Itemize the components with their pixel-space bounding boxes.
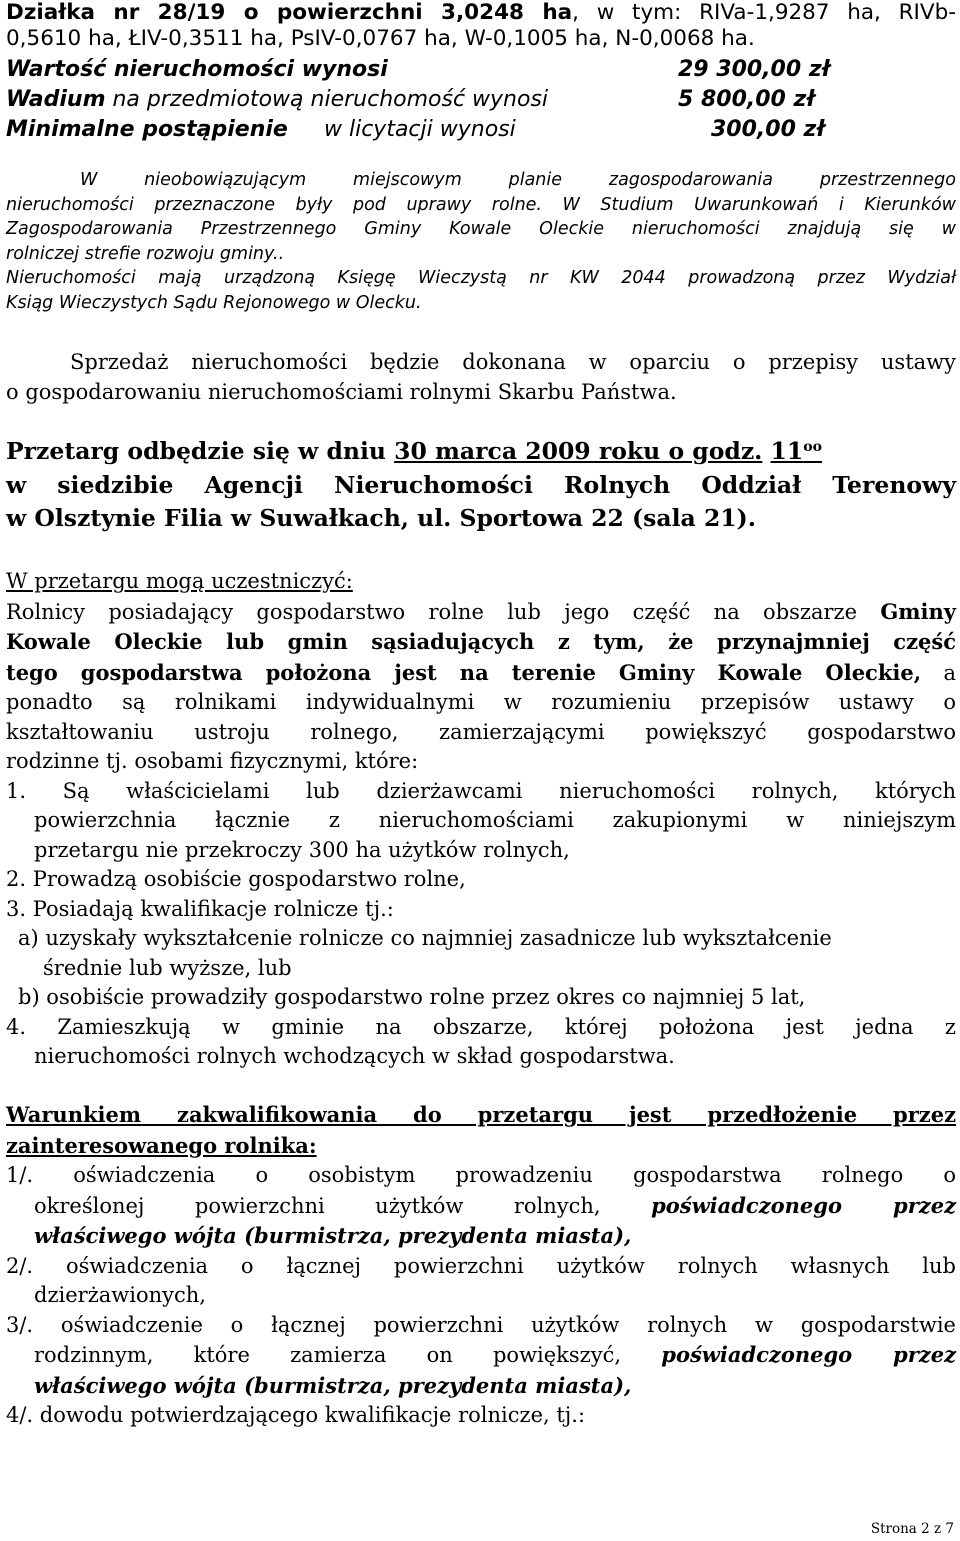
condition-item: 4. Zamieszkują w gminie na obszarze, której położona jest jedna z <box>6 1014 956 1039</box>
min-step-label <box>6 116 288 143</box>
participants-heading-text: W przetargu mogą uczestniczyć: <box>6 569 353 593</box>
parcel-land-classes-b: 0,5610 ha, ŁIV-0,3511 ha, PsIV-0,0767 ha, W-0,1005 ha, N-0,0068 ha. <box>6 26 755 51</box>
zoning-note-line: W nieobowiązującym miejscowym planie zagospodarowania przestrzennego <box>80 170 956 190</box>
participants-line-text: a <box>921 660 956 685</box>
page-number: Strona 2 z 7 <box>870 1521 954 1537</box>
requirement-item: 4/. dowodu potwierdzającego kwalifikacje rolnicze, tj.: <box>6 1403 586 1427</box>
participants-line <box>6 658 956 689</box>
sale-statement-line: o gospodarowaniu nieruchomościami rolnymi Skarbu Państwa. <box>6 380 677 404</box>
participants-line: rodzinne tj. osobami fizycznymi, które: <box>6 749 419 773</box>
parcel-line-2 <box>6 26 956 52</box>
wadium-label-bold: Wadium <box>6 87 106 112</box>
zoning-note-line: nieruchomości przeznaczone były pod uprawy rolne. W Studium Uwarunkowań i Kierunków <box>6 194 956 215</box>
parcel-title: Działka nr 28/19 o powierzchni 3,0248 ha <box>6 0 573 25</box>
participants-line-bold: Kowale Oleckie lub gmin sąsiadujących z tym, że przynajmniej część <box>6 629 956 654</box>
condition-subitem-continuation: średnie lub wyższe, lub <box>43 955 292 980</box>
auction-location-line: w Olsztynie Filia w Suwałkach, ul. Sportowa 22 (sala 21). <box>6 504 756 532</box>
auction-hour <box>771 437 823 465</box>
participants-line <box>6 597 956 628</box>
condition-subitem: b) osobiście prowadziły gospodarstwo rolne przez okres co najmniej 5 lat, <box>18 985 806 1009</box>
condition-subitem: a) uzyskały wykształcenie rolnicze co najmniej zasadnicze lub wykształcenie <box>18 926 832 950</box>
requirement-item-continuation <box>6 1371 956 1402</box>
auction-hour-text: 11 <box>770 437 804 465</box>
requirement-text: określonej powierzchni użytków rolnych, <box>34 1193 601 1218</box>
wadium-amount: 5 800,00 zł <box>678 87 815 112</box>
property-value-amount: 29 300,00 zł <box>678 57 830 82</box>
participants-line: kształtowaniu ustroju rolnego, zamierzającymi powiększyć gospodarstwo <box>6 719 956 744</box>
participants-heading <box>6 567 956 597</box>
participants-line-bold: Gminy <box>880 598 956 624</box>
sale-statement-line: Sprzedaż nieruchomości będzie dokonana w oparciu o przepisy ustawy <box>70 350 956 374</box>
zoning-note <box>6 168 956 315</box>
property-value-label <box>6 56 388 83</box>
zoning-note-line: Zagospodarowania Przestrzennego Gminy Kowale Oleckie nieruchomości znajdują się w <box>6 219 956 239</box>
land-register-line: Nieruchomości mają urządzoną Księgę Wieczystą nr KW 2044 prowadzoną przez Wydział <box>6 268 956 288</box>
condition-item-continuation: przetargu nie przekroczy 300 ha użytków rolnych, <box>34 837 570 862</box>
condition-item: 2. Prowadzą osobiście gospodarstwo rolne, <box>6 867 466 891</box>
wadium-label-rest: na przedmiotową nieruchomość wynosi <box>105 87 549 112</box>
participants-line <box>6 627 956 658</box>
auction-date-line <box>6 435 956 469</box>
min-step-amount: 300,00 zł <box>711 117 825 142</box>
sale-statement <box>6 347 956 407</box>
parcel-line-1 <box>6 0 956 26</box>
condition-item-continuation: nieruchomości rolnych wchodzących w skład gospodarstwa. <box>34 1044 675 1068</box>
min-step-label-rest: w licytacji wynosi <box>324 117 516 142</box>
requirement-emphasis: poświadczonego przez <box>651 1192 957 1218</box>
min-step-label-bold: Minimalne postąpienie <box>6 117 288 142</box>
qualification-section <box>6 1100 956 1431</box>
requirement-emphasis: właściwego wójta (burmistrza, prezydenta miasta), <box>34 1223 632 1248</box>
condition-item: 3. Posiadają kwalifikacje rolnicze tj.: <box>6 896 394 921</box>
requirement-item-continuation <box>6 1221 956 1252</box>
zoning-note-line: rolniczej strefie rozwoju gminy.. <box>6 243 285 264</box>
auction-location-line: w siedzibie Agencji Nieruchomości Rolnych Oddział Terenowy <box>6 470 956 499</box>
participants-line: ponadto są rolnikami indywidualnymi w rozumieniu przepisów ustawy o <box>6 690 956 714</box>
requirement-item-continuation: dzierżawionych, <box>34 1283 206 1307</box>
parcel-land-classes-a: , w tym: RIVa-1,9287 ha, RIVb- <box>572 0 956 25</box>
qualification-heading <box>6 1100 956 1131</box>
auction-info <box>6 435 956 536</box>
condition-item-continuation: powierzchnia łącznie z nieruchomościami zakupionymi w niniejszym <box>34 808 956 832</box>
requirement-item: 3/. oświadczenie o łącznej powierzchni użytków rolnych w gospodarstwie <box>6 1312 956 1337</box>
requirement-emphasis: właściwego wójta (burmistrza, prezydenta miasta), <box>34 1372 632 1398</box>
requirement-item: 2/. oświadczenia o łącznej powierzchni użytków rolnych własnych lub <box>6 1253 956 1278</box>
land-register-line: Ksiąg Wieczystych Sądu Rejonowego w Olecku. <box>6 292 422 313</box>
requirement-emphasis: poświadczonego przez <box>661 1342 956 1367</box>
qualification-heading <box>6 1131 956 1162</box>
auction-prefix: Przetarg odbędzie się w dniu <box>6 437 395 465</box>
property-value-label-text: Wartość nieruchomości wynosi <box>6 57 388 82</box>
requirement-item-continuation <box>6 1340 956 1371</box>
qualification-heading-text: Warunkiem zakwalifikowania do przetargu jest przedłożenie przez <box>6 1102 956 1127</box>
condition-item: 1. Są właścicielami lub dzierżawcami nieruchomości rolnych, których <box>6 778 956 803</box>
participants-section <box>6 567 956 1072</box>
auction-minutes: oo <box>803 439 823 455</box>
participants-line-bold: tego gospodarstwa położona jest na terenie Gminy Kowale Oleckie, <box>6 659 922 685</box>
qualification-heading-text: zainteresowanego rolnika: <box>6 1132 317 1158</box>
wadium-label <box>6 86 548 113</box>
requirement-item: 1/. oświadczenia o osobistym prowadzeniu gospodarstwa rolnego o <box>6 1163 956 1187</box>
auction-date: 30 marca 2009 roku o godz. <box>394 437 763 465</box>
requirement-text: rodzinnym, które zamierza on powiększyć, <box>34 1343 622 1367</box>
participants-line-text: Rolnicy posiadający gospodarstwo rolne lub jego część na obszarze <box>6 599 858 624</box>
requirement-item-continuation <box>6 1191 956 1222</box>
